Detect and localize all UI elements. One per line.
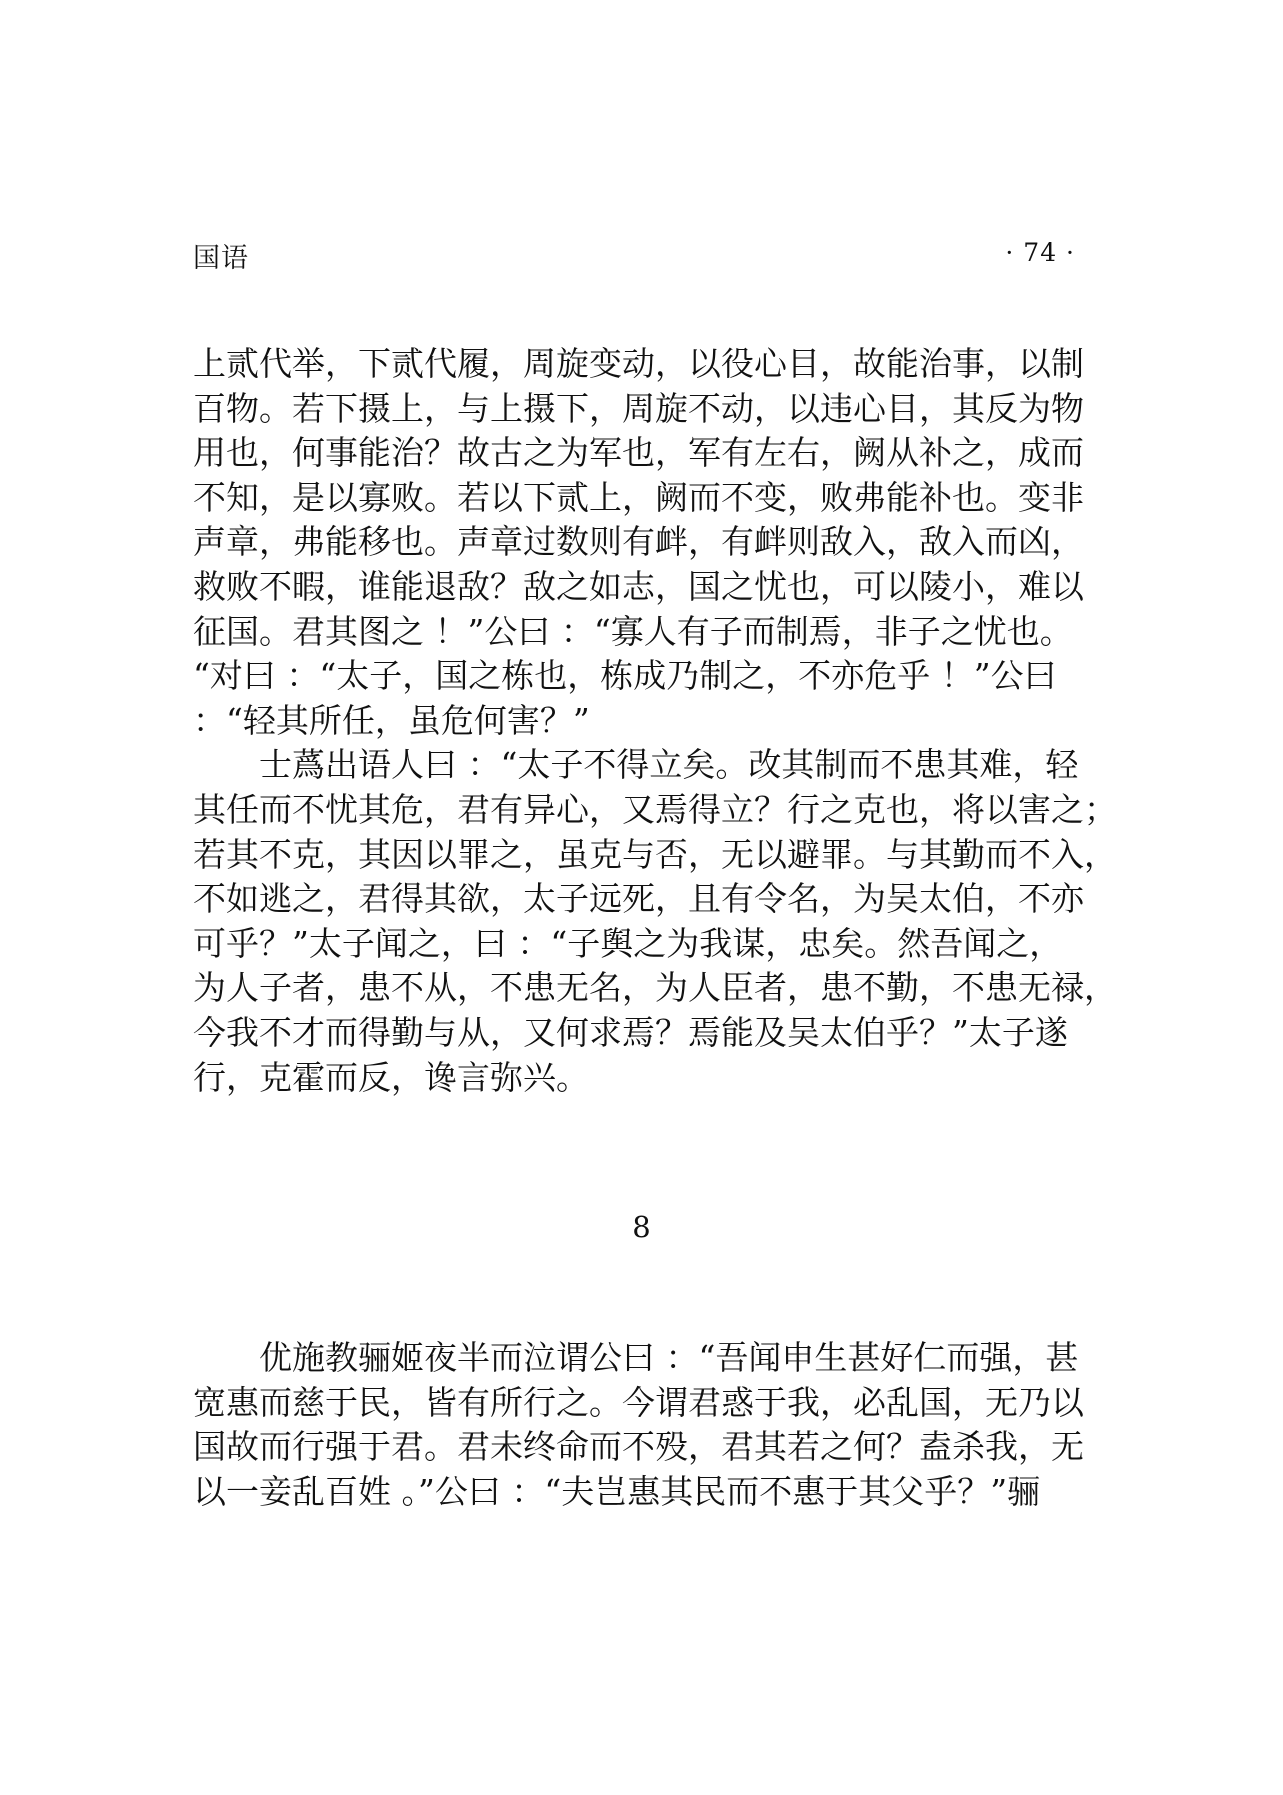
text-line: 宽惠而慈于民，皆有所行之。今谓君惑于我，必乱国，无乃以 bbox=[193, 1382, 1084, 1422]
text-line: 百物。若下摄上，与上摄下，周旋不动，以违心目，其反为物 bbox=[193, 388, 1084, 428]
text-line: 上贰代举，下贰代履，周旋变动，以役心目，故能治事，以制 bbox=[193, 344, 1084, 383]
text-line: 今我不才而得勤与从，又何求焉？焉能及吴太伯乎？”太子遂 bbox=[193, 1012, 1068, 1052]
passage-section-8 bbox=[193, 1336, 1093, 1514]
page-number: · 74 · bbox=[1005, 238, 1075, 267]
page-header bbox=[193, 236, 1075, 278]
text-line: 声章，弗能移也。声章过数则有衅，有衅则敌入，敌入而凶， bbox=[193, 522, 1084, 562]
text-line: 优施教骊姬夜半而泣谓公曰 ：“吾闻申生甚好仁而强，甚 bbox=[193, 1338, 1079, 1377]
text-line: 征国。君其图之 ！”公曰 ：“寡人有子而制焉，非子之忧也。 bbox=[193, 611, 1073, 651]
text-line: 行，克霍而反，谗言弥兴。 bbox=[193, 1057, 589, 1097]
text-line: 为人子者，患不从，不患无名，为人臣者，患不勤，不患无禄， bbox=[193, 968, 1117, 1008]
text-line: “对曰 ：“太子，国之栋也，栋成乃制之，不亦危乎 ！”公曰 bbox=[193, 656, 1057, 696]
text-line: 可乎？”太子闻之，曰 ：“子舆之为我谋，忠矣。然吾闻之， bbox=[193, 923, 1063, 963]
passage-section-7 bbox=[193, 342, 1117, 1100]
text-line: 用也，何事能治？故古之为军也，军有左右，阙从补之，成而 bbox=[193, 433, 1084, 473]
text-line: 士蔿出语人曰 ：“太子不得立矣。改其制而不患其难，轻 bbox=[193, 745, 1079, 785]
section-number: 8 bbox=[632, 1210, 651, 1244]
text-line: 以一妾乱百姓 。”公曰 ：“夫岂惠其民而不惠于其父乎？”骊 bbox=[193, 1471, 1041, 1511]
text-line: 其任而不忧其危，君有异心，又焉得立？行之克也，将以害之； bbox=[193, 789, 1117, 829]
text-line: 国故而行强于君。君未终命而不殁，君其若之何？盍杀我，无 bbox=[193, 1427, 1084, 1467]
book-title: 国语 bbox=[193, 243, 249, 274]
text-line: ：“轻其所任，虽危何害？” bbox=[193, 700, 590, 740]
text-line: 若其不克，其因以罪之，虽克与否，无以避罪。与其勤而不入， bbox=[193, 834, 1117, 874]
text-line: 不如逃之，君得其欲，太子远死，且有令名，为吴太伯，不亦 bbox=[193, 879, 1084, 919]
text-line: 救败不暇，谁能退敌？敌之如志，国之忧也，可以陵小，难以 bbox=[193, 566, 1084, 606]
text-line: 不知，是以寡败。若以下贰上，阙而不变，败弗能补也。变非 bbox=[193, 477, 1084, 517]
